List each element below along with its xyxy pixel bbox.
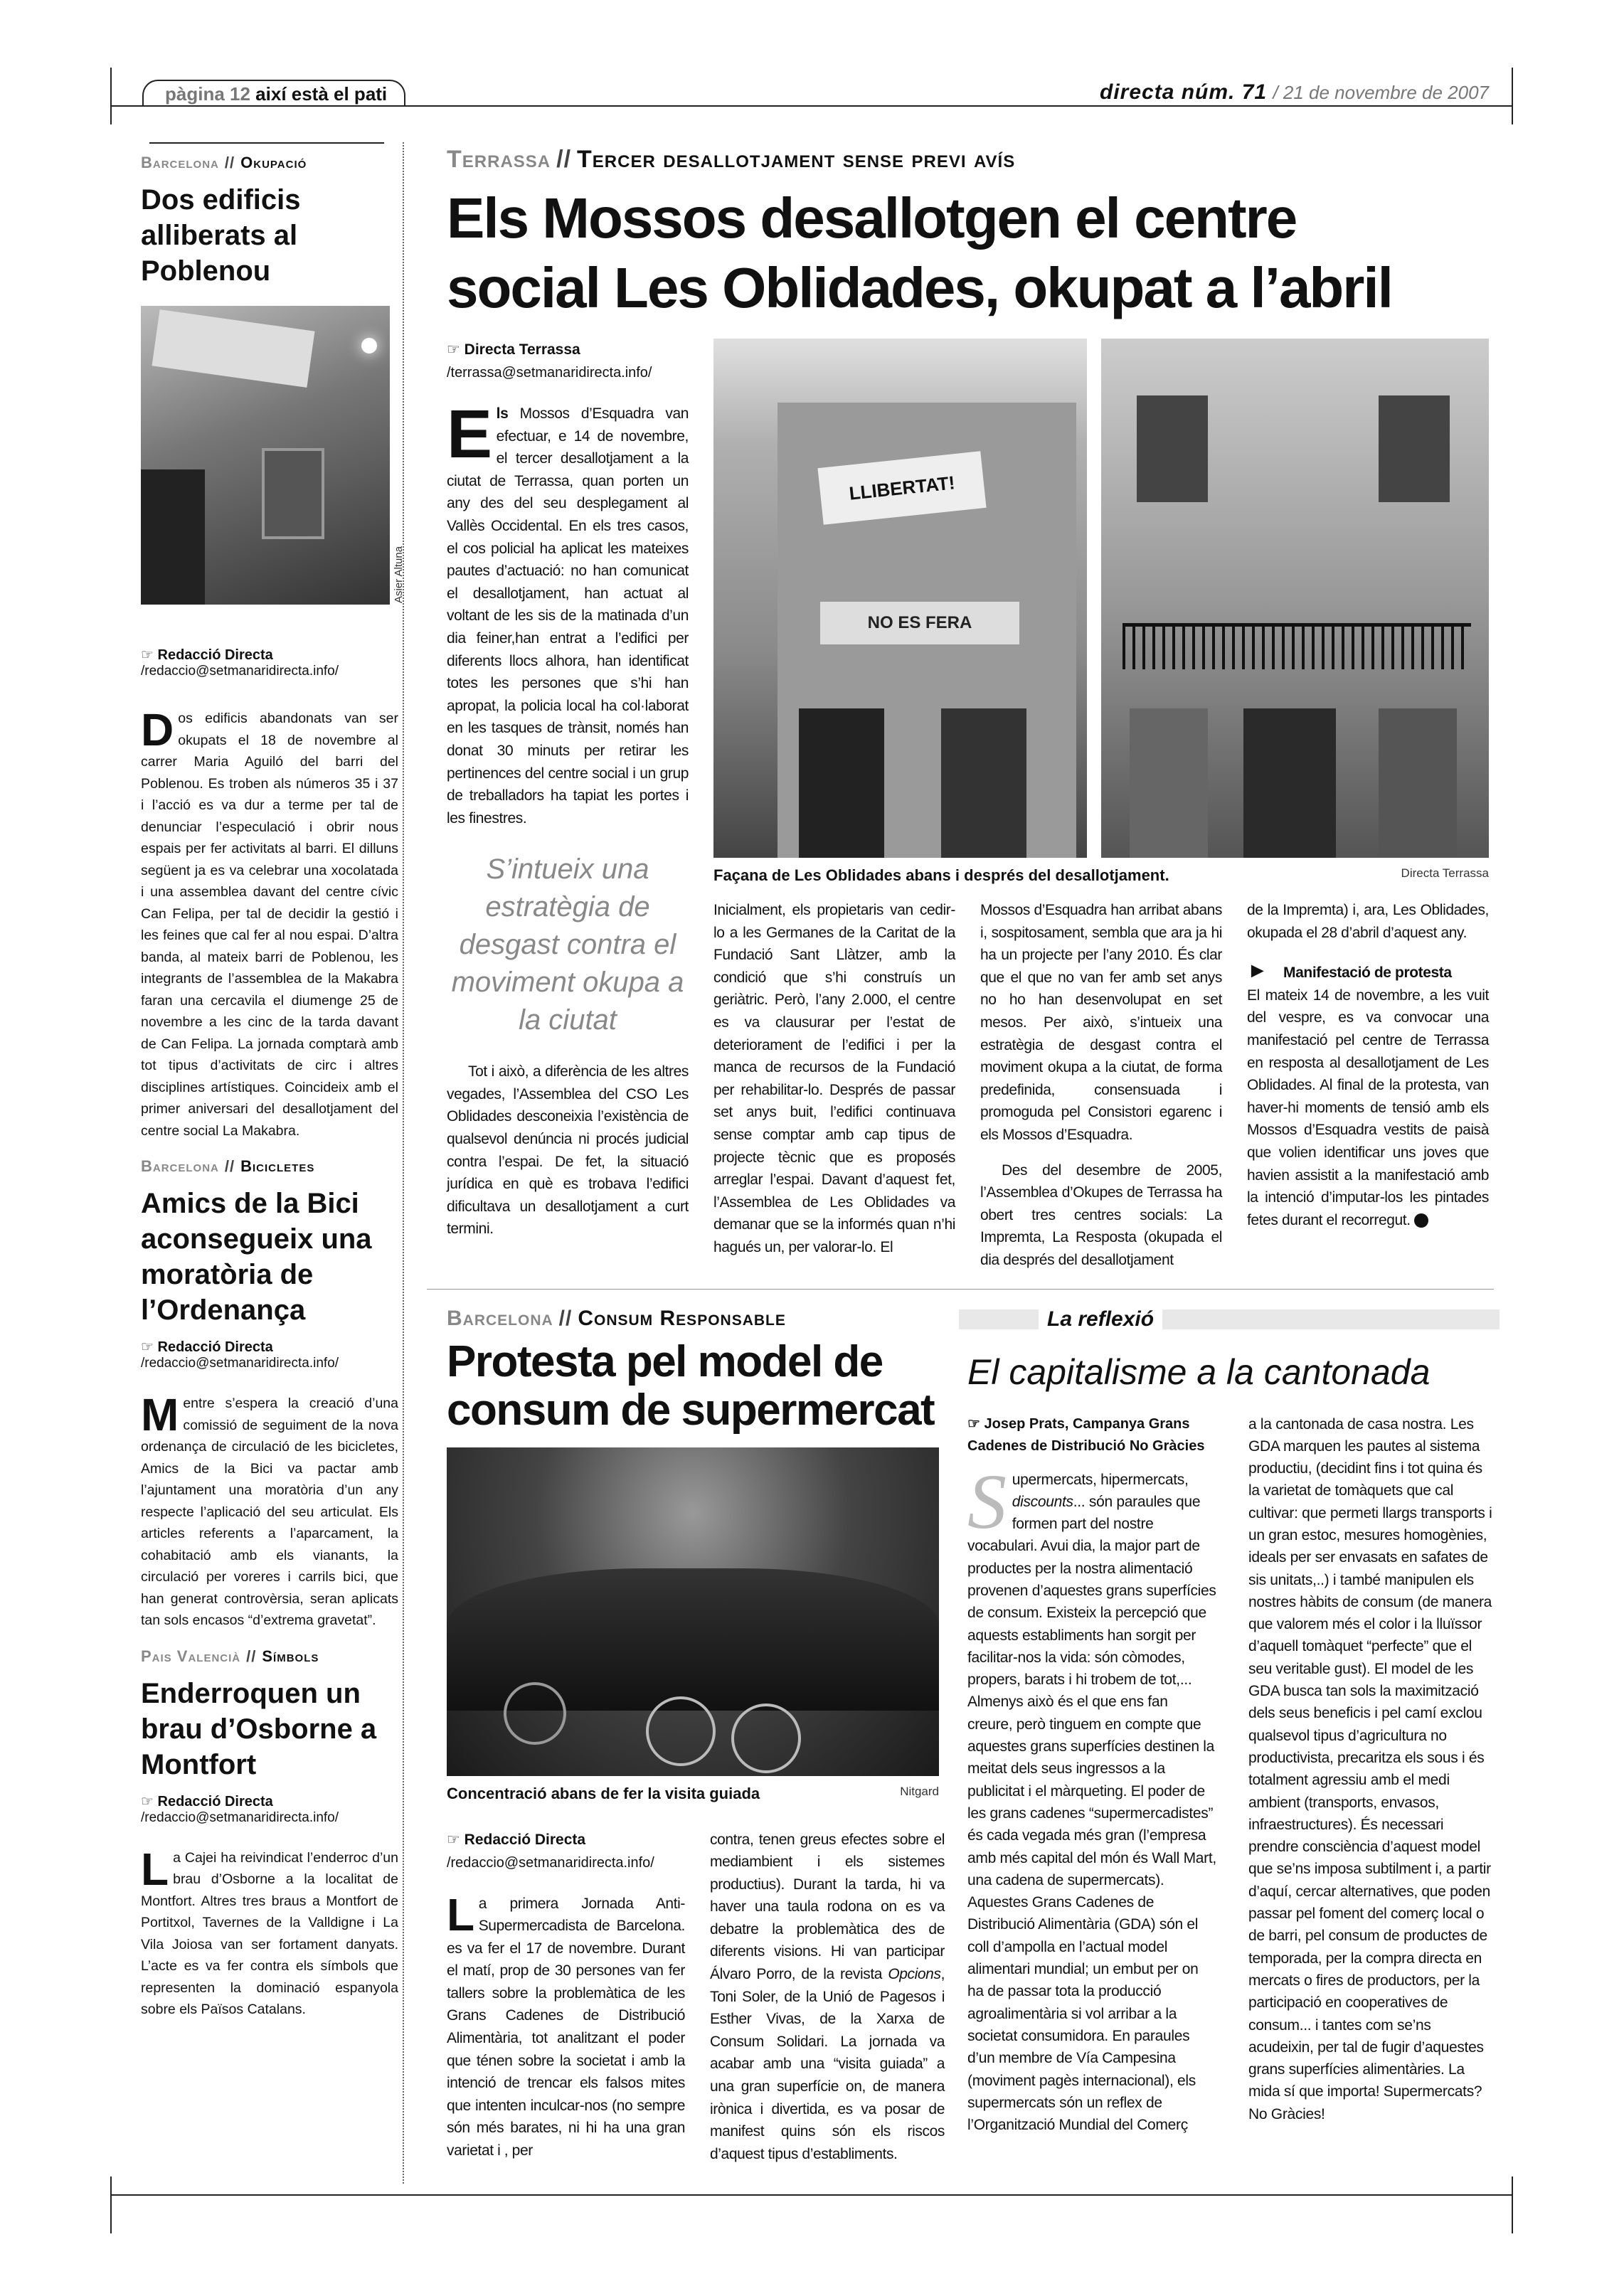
photo-after <box>1101 339 1489 858</box>
divider <box>149 142 384 144</box>
bricked-door <box>1130 708 1208 858</box>
drop-cap: M <box>141 1389 179 1440</box>
main-article-grid <box>447 339 1492 1272</box>
kicker-separator: // <box>558 1306 573 1330</box>
drop-cap: E <box>447 396 492 472</box>
lead-words: ls <box>496 405 509 422</box>
article-body <box>141 704 398 1142</box>
balcony-railing <box>1123 623 1471 669</box>
article-column <box>447 1829 685 2166</box>
window-image <box>1137 395 1208 502</box>
author-email[interactable]: /terrassa@setmanaridirecta.info/ <box>447 365 652 381</box>
banner-image <box>152 309 315 388</box>
drop-cap: S <box>967 1457 1007 1545</box>
consum-columns <box>447 1829 945 2166</box>
bricked-door <box>1243 708 1336 858</box>
article-text <box>1247 984 1489 1232</box>
article-title: Dos edificis alliberats al Poblenou <box>141 184 301 287</box>
caption-row <box>447 1785 939 1803</box>
byline <box>447 1829 685 1874</box>
author-email[interactable]: /redaccio@setmanaridirecta.info/ <box>141 664 339 679</box>
headline-line: social Les Oblidades, okupat a l’abril <box>447 256 1392 319</box>
photo-caption: Concentració abans de fer la visita guiada <box>447 1784 760 1802</box>
kicker-place: Terrassa <box>447 146 551 173</box>
bottom-section <box>447 1307 1492 2166</box>
article-text: ... són paraules que formen part del nostre vocabulari. Avui dia, la major part de productes per la nostra alimentació provenen d’aquestes grans superfícies de consum. Existeix la percepció que aquests establiments han sorgit per facilitar-nos la vida: són còmodes, propers, barats i hi trobem de tot,... Almenys això és el que ens fan creure, però tinguem en compte que aquestes grans superfícies destinen la meitat dels seus ingressos a la publicitat i el màrqueting. El poder de les grans cadenes “supermercadistes” és cada vegada més gran (l’empresa amb més capital del món és Wall Mart, una cadena de supermercats). Aquestes Grans Cadenes de Distribució Alimentària (GDA) són el coll d’ampolla en l’actual model alimentari mundial; un embut per on ha de passar tota la producció agroalimentària si vol arribar a la societat consumidora. En paraules d’un membre de Vía Campesina (moviment pagès internacional), els supermercats són un reflex de l’Organització Mundial del Comerç <box>967 1493 1216 2134</box>
section-divider <box>427 1289 1494 1290</box>
kicker <box>141 1647 398 1666</box>
kicker-separator: // <box>246 1647 257 1665</box>
drop-cap: L <box>447 1888 474 1940</box>
article-text: os edificis abandonats van ser okupats el 18 de novembre al carrer Maria Aguiló del barri del Poblenou. Es troben als números 35 i 37 i l’acció es va dur a terme per tal de denunciar l’especulació i obrir nous espais per fer activitats al barri. El dilluns següent ja es va celebrar una xocolatada i una assemblea davant del centre cívic Can Felipa, per tal de decidir la gestió i les feines que cal fer al nou espai. D’altra banda, al mateix barri de Poblenou, les integrants de l’assemblea de la Makabra faran una cercavila el diumenge 25 de novembre a les cinc de la tarda davant de Can Felipa. La jornada comptarà amb tot tipus d’activitats de circ i altres disciplines artístiques. Coincideix amb el primer aniversari del desallotjament del centre social La Makabra. <box>141 711 398 1139</box>
byline <box>447 339 689 384</box>
byline <box>141 646 398 679</box>
article-text: Mossos d’Esquadra van efectuar, e 14 de novembre, el tercer desallotjament a la ciutat de Terrassa, quan porten un any des del seu desplegament al Vallès Occidental. En els tres casos, el cos policial ha aplicat les mateixes pautes d’actuació: no han comunicat el desallotjament, han actuat al voltant de les sis de la matinada d’un dia feiner,han entrat a l’edifici per diferents llocs alhora, han identificat totes les persones que s’hi han apropat, la policia local ha col·laborat en les tasques de trànsit, només han donat 30 minuts per retirar les pertinences del centre social i un grup de treballadors ha tapiat les portes i les finestres. <box>447 405 689 827</box>
right-footer-line <box>1512 2177 1513 2233</box>
opinion-text-block <box>967 1457 1216 2137</box>
drop-cap: D <box>141 704 174 755</box>
article-text-content: El mateix 14 de novembre, a les vuit del vespre, es va convocar una manifestació pel centre de Terrassa en resposta al desallotjament de Les Oblidades. Al final de la protesta, van haver-hi moments de tensió amb els Mossos d’Esquadra vestits de paisà que volien identificar uns joves que havien assistit a la manifestació amb la intenció d’imputar-los les pintades fetes durant el recorregut. <box>1247 987 1489 1228</box>
window-image <box>262 448 324 539</box>
kicker-place: Pais Valencià <box>141 1647 241 1665</box>
kicker <box>141 1157 398 1176</box>
article-body <box>141 1843 398 2021</box>
photo-pair <box>713 339 1489 858</box>
headline <box>447 184 1492 323</box>
article-title: Enderroquen un brau d’Osborne a Montfort <box>141 1677 377 1780</box>
consum-article <box>447 1307 945 2166</box>
end-mark-icon <box>1414 1213 1428 1228</box>
banner-sign: LLIBERTAT! <box>817 451 986 525</box>
publication-date: / 21 de novembre de 2007 <box>1273 82 1489 103</box>
subhead-text: Manifestació de protesta <box>1283 964 1452 982</box>
pointing-hand-icon: ☞ <box>447 1831 460 1848</box>
article-text: , Toni Soler, de la Unió de Pagesos i Esther Vivas, de la Xarxa de Consum Solidari. La jornada va acabar amb una “visita guiada” a una gran superfície on, de manera irònica i divertida, es va posar de manifest quins són els riscos d’aquest tipus d’establiments. <box>710 1966 945 2162</box>
photo-credit: Asier Altuna <box>393 546 405 603</box>
balcony-banner: NO ES FERA <box>820 602 1019 644</box>
opinion-title: El capitalisme a la cantonada <box>967 1351 1431 1392</box>
kicker <box>447 1307 945 1331</box>
street-lamp <box>361 338 377 354</box>
kicker-topic: Tercer desallotjament sense previ avís <box>577 146 1016 173</box>
main-area <box>447 146 1492 2165</box>
opinion-columns <box>959 1413 1500 2137</box>
bicycle-wheel <box>504 1682 566 1745</box>
masthead <box>1100 80 1489 105</box>
page-number: pàgina 12 <box>165 83 250 105</box>
magazine-name: Opcions <box>888 1966 941 1983</box>
byline <box>141 1792 398 1826</box>
kicker <box>141 154 398 172</box>
kicker-place: Barcelona <box>141 154 219 171</box>
article-photo <box>141 306 390 605</box>
publication-issue: directa núm. 71 <box>1100 80 1268 104</box>
window-image <box>1379 395 1450 502</box>
opinion-article <box>959 1307 1500 2166</box>
pointing-hand-icon: ☞ <box>967 1415 980 1432</box>
left-footer-line <box>110 2177 112 2233</box>
opinion-column: a la cantonada de casa nostra. Les GDA marquen les pautes al sistema productiu, (decidint fins i tot quina és la varietat de tomàquets que cal cultivar: que permeti llargs transports i un gran estoc, mesures homogènies, ideals per ser envasats en safates de sis unitats,..) i també manipulen els nostres hàbits de consum (de manera que valorem més el color i la lluïssor d’aquell tomàquet “perfecte” que el seu veritable gust). El model de les GDA busca tan sols la maximització dels seus beneficis i pel camí exclou qualsevol tipus d’agricultura no productivista, precaritza els sous i és totalment agressiu amb el medi ambient (transports, envasos, infraestructures). És necessari prendre consciència d’aquest model que se’ns imposa subtilment i, a partir d’aquí, cercar alternatives, que poden passar pel foment del comerç local o de barri, pel consum de productes de temporada, per la compra directa en mercats o fires de productors, per la participació en cooperatives de consum... i tantes com se’ns acudeixin, per tal de fugir d’aquestes grans superfícies alimentàries. La mida sí que importa! Supermercats? No Gràcies! <box>1248 1415 1492 2122</box>
bicycle-wheel <box>731 1704 801 1773</box>
article-text: Mossos d’Esquadra han arribat abans i, sospitosament, sembla que ara ja hi ha un projecte per l’any 2010. És clar que el que no van fer amb set anys no ho han desenvolupat en set mesos. Per això, s’intueix una estratègia de desgast contra el moviment okupa a la ciutat, de forma predefinida, consensuada i promoguda pel Consistori egarenc i els Mossos d’Esquadra. <box>980 902 1222 1143</box>
bricked-door <box>1379 708 1457 858</box>
photo-credit: Directa Terrassa <box>1401 866 1489 880</box>
italic-term: discounts <box>1012 1493 1073 1510</box>
author-email[interactable]: /redaccio@setmanaridirecta.info/ <box>447 1854 654 1871</box>
article-text: de la Impremta) i, ara, Les Oblidades, okupada el 28 d’abril d’aquest any. <box>1247 902 1489 941</box>
opinion-column <box>967 1413 1216 2137</box>
kicker-separator: // <box>224 1157 235 1175</box>
section-tab <box>142 80 405 105</box>
drop-cap: L <box>141 1843 169 1895</box>
pointing-hand-icon: ☞ <box>141 647 154 663</box>
headline: Protesta pel model de consum de supermercat <box>447 1336 935 1435</box>
pointing-hand-icon: ☞ <box>141 1339 154 1355</box>
headline-line: Els Mossos desallotgen el centre <box>447 186 1297 250</box>
photo-block <box>713 339 1489 885</box>
column-separator <box>403 142 404 2184</box>
article-column <box>980 899 1222 1272</box>
article-text: contra, tenen greus efectes sobre el mediambient i els sistemes productius). Durant la tarda, hi va haver una taula rodona on es va debatre la problemàtica des de diferents visions. Hi van participar Álvaro Porro, de la revista <box>710 1831 945 1983</box>
kicker-topic: Consum Responsable <box>578 1306 786 1330</box>
opinion-section-label: La reflexió <box>1039 1307 1162 1332</box>
article-column <box>1247 899 1489 1272</box>
section-name: així està el pati <box>255 83 388 105</box>
article-text: Tot i això, a diferència de les altres vegades, l’Assemblea del CSO Les Oblidades desconeixia l’existència de qualsevol denúncia ni procés judicial contra l’espai. De fet, la situació jurídica en què es trobava l’edifici dificultava un desallotjament a curt termini. <box>447 1063 689 1238</box>
door-image <box>799 708 884 858</box>
kicker-separator: // <box>224 154 235 171</box>
door-image <box>141 469 205 605</box>
left-column <box>141 142 405 2021</box>
author: Redacció Directa <box>157 1793 273 1809</box>
caption-row <box>713 866 1489 885</box>
article-title: Amics de la Bici aconsegueix una moratòria de l’Ordenança <box>141 1188 372 1326</box>
article-text: entre s’espera la creació d’una comissió de seguiment de la nova ordenança de circulació de les bicicletes, Amics de la Bici va pactar amb l’ajuntament una moratòria d’un any respecte l’aplicació del seu articulat. Els articles referents a l’aparcament, la cohabitació amb els vianants, la circulació per voreres i carrils bici, que han generat controvèrsia, seran aplicats tan sols encasos “d’extrema gravetat”. <box>141 1396 398 1628</box>
article-body <box>141 1389 398 1632</box>
article-column: Inicialment, els propietaris van cedir-lo a les Germanes de la Caritat de la Fundació Sant Llàtzer, amb la condició que s’hi construís un geriàtric. Però, l’any 2.000, el centre es va clausurar per l’estat de deteriorament de l’edifici i per la manca de recursos de la Fundació per rehabilitar-lo. Després de passar set anys buit, l’edifici continuava sense comptar amb cap tipus de projecte tècnic que es proposés arreglar l’espai. Davant d’aquest fet, l’Assemblea de Les Oblidades va demanar que se la informés quan n’hi hagués un, per valorar-lo. El <box>713 902 955 1255</box>
subhead <box>1247 960 1489 984</box>
author: Directa Terrassa <box>464 341 580 358</box>
byline <box>141 1338 398 1371</box>
footer-rule <box>110 2194 1512 2196</box>
author: Redacció Directa <box>157 1339 273 1355</box>
article-text-block <box>447 1888 685 2162</box>
article-text: upermercats, hipermercats, <box>1012 1471 1189 1488</box>
opinion-header <box>959 1307 1500 1332</box>
byline <box>967 1413 1216 1457</box>
article-column <box>447 339 689 1272</box>
kicker-separator: // <box>556 146 572 173</box>
author: Josep Prats, Campanya Grans Cadenes de Distribució No Gràcies <box>967 1415 1205 1454</box>
article-text-block <box>447 396 689 829</box>
pull-quote: S’intueix una estratègia de desgast contra el moviment okupa a la ciutat <box>451 854 684 1036</box>
kicker-place: Barcelona <box>447 1306 553 1330</box>
author: Redacció Directa <box>157 647 273 663</box>
right-margin-line <box>1512 68 1513 124</box>
kicker-topic: Bicicletes <box>240 1157 315 1175</box>
pointing-hand-icon: ☞ <box>141 1793 154 1809</box>
left-margin-line <box>110 68 112 124</box>
author-email[interactable]: /redaccio@setmanaridirecta.info/ <box>141 1356 339 1371</box>
photo-wrapper <box>141 306 405 605</box>
pointing-hand-icon: ☞ <box>447 341 460 358</box>
door-image <box>941 708 1026 858</box>
kicker-topic: Okupació <box>240 154 307 171</box>
kicker-topic: Símbols <box>262 1647 319 1665</box>
article-column <box>710 1829 945 2166</box>
triangle-marker-icon: ► <box>1247 959 1268 983</box>
protest-photo <box>447 1447 939 1776</box>
kicker-place: Barcelona <box>141 1157 219 1175</box>
photo-before <box>713 339 1087 858</box>
photo-caption: Façana de Les Oblidades abans i després del desallotjament. <box>713 866 1169 884</box>
kicker <box>447 146 1492 174</box>
article-text: a primera Jornada Anti-Supermercadista de Barcelona. es va fer el 17 de novembre. Durant el matí, prop de 30 persones van fer tallers sobre la problemàtica de les Grans Cadenes de Distribució Alimentària, tot analitzant el poder que ténen sobre la societat i amb la intenció de trencar els falsos mites que intenten inculcar-nos (no sempre són més barates, ni hi ha una gran varietat i , per <box>447 1895 685 2159</box>
photo-credit: Nitgard <box>900 1784 939 1798</box>
author: Redacció Directa <box>464 1831 586 1848</box>
bicycle-wheel <box>646 1696 716 1766</box>
article-text: a Cajei ha reivindicat l’enderroc d’un brau d’Osborne a la localitat de Montfort. Altres tres braus a Montfort de Portitxol, Tavernes de la Valldigne i La Vila Joiosa van ser fortament danyats. L’acte es va fer contra els símbols que representen la dominació espanyola sobre els Països Catalans. <box>141 1849 398 2017</box>
author-email[interactable]: /redaccio@setmanaridirecta.info/ <box>141 1809 339 1825</box>
article-text: Des del desembre de 2005, l’Assemblea d’Okupes de Terrassa ha obert tres centres socials: La Impremta, La Resposta (okupada el dia després del desallotjament <box>980 1162 1222 1268</box>
